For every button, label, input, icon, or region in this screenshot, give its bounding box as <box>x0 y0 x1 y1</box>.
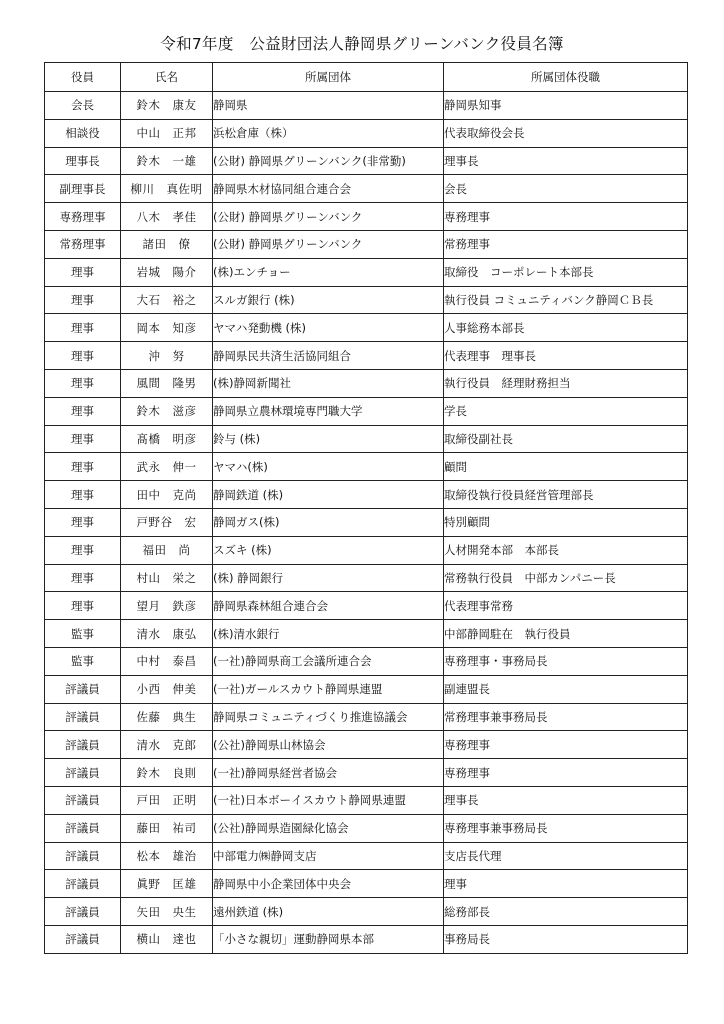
position-cell: 理事長 <box>444 786 688 814</box>
position-cell: 専務理事 <box>444 759 688 787</box>
position-cell: 執行役員 コミュニティバンク静岡ＣＢ長 <box>444 286 688 314</box>
position-cell: 支店長代理 <box>444 842 688 870</box>
name-cell: 清水 康弘 <box>121 620 213 648</box>
table-row <box>45 620 688 648</box>
table-row <box>45 759 688 787</box>
role-cell: 理事 <box>45 369 121 397</box>
header-role: 役員 <box>45 63 121 92</box>
position-cell: 人事総務本部長 <box>444 314 688 342</box>
name-cell: 岡本 知彦 <box>121 314 213 342</box>
position-cell: 副連盟長 <box>444 675 688 703</box>
name-cell: 八木 孝佳 <box>121 203 213 231</box>
name-cell: 戸野谷 宏 <box>121 508 213 536</box>
role-cell: 評議員 <box>45 814 121 842</box>
name-cell: 中村 泰昌 <box>121 647 213 675</box>
position-cell: 代表取締役会長 <box>444 119 688 147</box>
organization-cell: 静岡県木材協同組合連合会 <box>213 175 444 203</box>
table-row <box>45 675 688 703</box>
role-cell: 理事 <box>45 314 121 342</box>
role-cell: 理事 <box>45 342 121 370</box>
name-cell: 佐藤 典生 <box>121 703 213 731</box>
role-cell: 評議員 <box>45 731 121 759</box>
organization-cell: (公財) 静岡県グリーンバンク <box>213 230 444 258</box>
table-row <box>45 814 688 842</box>
table-row <box>45 425 688 453</box>
position-cell: 取締役執行役員経営管理部長 <box>444 481 688 509</box>
table-row <box>45 647 688 675</box>
officer-roster-table <box>44 62 688 954</box>
position-cell: 顧問 <box>444 453 688 481</box>
role-cell: 理事 <box>45 258 121 286</box>
name-cell: 岩城 陽介 <box>121 258 213 286</box>
table-row <box>45 258 688 286</box>
position-cell: 学長 <box>444 397 688 425</box>
table-body <box>45 92 688 954</box>
name-cell: 鈴木 良則 <box>121 759 213 787</box>
name-cell: 諸田 僚 <box>121 230 213 258</box>
organization-cell: スズキ (株) <box>213 536 444 564</box>
position-cell: 会長 <box>444 175 688 203</box>
organization-cell: 静岡県民共済生活協同組合 <box>213 342 444 370</box>
table-row <box>45 342 688 370</box>
role-cell: 監事 <box>45 647 121 675</box>
position-cell: 専務理事 <box>444 203 688 231</box>
position-cell: 理事 <box>444 870 688 898</box>
role-cell: 評議員 <box>45 870 121 898</box>
organization-cell: 静岡県中小企業団体中央会 <box>213 870 444 898</box>
table-row <box>45 369 688 397</box>
table-row <box>45 147 688 175</box>
role-cell: 会長 <box>45 92 121 120</box>
role-cell: 副理事長 <box>45 175 121 203</box>
organization-cell: 中部電力㈱静岡支店 <box>213 842 444 870</box>
name-cell: 田中 克尚 <box>121 481 213 509</box>
organization-cell: (株)エンチョー <box>213 258 444 286</box>
organization-cell: (株)静岡新聞社 <box>213 369 444 397</box>
role-cell: 評議員 <box>45 898 121 926</box>
name-cell: 大石 裕之 <box>121 286 213 314</box>
role-cell: 理事 <box>45 508 121 536</box>
table-row <box>45 592 688 620</box>
role-cell: 理事 <box>45 425 121 453</box>
position-cell: 静岡県知事 <box>444 92 688 120</box>
name-cell: 沖 努 <box>121 342 213 370</box>
name-cell: 柳川 真佐明 <box>121 175 213 203</box>
role-cell: 専務理事 <box>45 203 121 231</box>
role-cell: 常務理事 <box>45 230 121 258</box>
name-cell: 藤田 祐司 <box>121 814 213 842</box>
role-cell: 評議員 <box>45 675 121 703</box>
organization-cell: スルガ銀行 (株) <box>213 286 444 314</box>
header-name: 氏名 <box>121 63 213 92</box>
name-cell: 鈴木 康友 <box>121 92 213 120</box>
table-row <box>45 536 688 564</box>
organization-cell: 遠州鉄道 (株) <box>213 898 444 926</box>
name-cell: 矢田 央生 <box>121 898 213 926</box>
organization-cell: (公社)静岡県山林協会 <box>213 731 444 759</box>
position-cell: 取締役副社長 <box>444 425 688 453</box>
role-cell: 評議員 <box>45 786 121 814</box>
table-row <box>45 703 688 731</box>
position-cell: 総務部長 <box>444 898 688 926</box>
table-row <box>45 870 688 898</box>
position-cell: 専務理事兼事務局長 <box>444 814 688 842</box>
organization-cell: ヤマハ発動機 (株) <box>213 314 444 342</box>
table-row <box>45 175 688 203</box>
position-cell: 代表理事常務 <box>444 592 688 620</box>
organization-cell: 静岡ガス(株) <box>213 508 444 536</box>
name-cell: 小西 伸美 <box>121 675 213 703</box>
organization-cell: 静岡県立農林環境専門職大学 <box>213 397 444 425</box>
name-cell: 眞野 匡雄 <box>121 870 213 898</box>
table-row <box>45 842 688 870</box>
name-cell: 鈴木 滋彦 <box>121 397 213 425</box>
organization-cell: ヤマハ(株) <box>213 453 444 481</box>
position-cell: 事務局長 <box>444 925 688 953</box>
role-cell: 評議員 <box>45 925 121 953</box>
role-cell: 理事 <box>45 397 121 425</box>
header-organization: 所属団体 <box>213 63 444 92</box>
organization-cell: 「小さな親切」運動静岡県本部 <box>213 925 444 953</box>
table-row <box>45 286 688 314</box>
position-cell: 専務理事・事務局長 <box>444 647 688 675</box>
role-cell: 評議員 <box>45 842 121 870</box>
table-row <box>45 92 688 120</box>
table-row <box>45 203 688 231</box>
name-cell: 中山 正邦 <box>121 119 213 147</box>
role-cell: 監事 <box>45 620 121 648</box>
role-cell: 評議員 <box>45 703 121 731</box>
role-cell: 理事 <box>45 592 121 620</box>
table-row <box>45 925 688 953</box>
organization-cell: (公財) 静岡県グリーンバンク(非常勤) <box>213 147 444 175</box>
position-cell: 人材開発本部 本部長 <box>444 536 688 564</box>
organization-cell: (公財) 静岡県グリーンバンク <box>213 203 444 231</box>
name-cell: 武永 伸一 <box>121 453 213 481</box>
table-row <box>45 731 688 759</box>
table-header-row <box>45 63 688 92</box>
name-cell: 松本 雄治 <box>121 842 213 870</box>
name-cell: 髙橋 明彦 <box>121 425 213 453</box>
table-row <box>45 230 688 258</box>
page-title: 令和7年度 公益財団法人静岡県グリーンバンク役員名簿 <box>160 35 564 53</box>
organization-cell: (一社)静岡県経営者協会 <box>213 759 444 787</box>
name-cell: 戸田 正明 <box>121 786 213 814</box>
organization-cell: (公社)静岡県造園緑化協会 <box>213 814 444 842</box>
role-cell: 理事 <box>45 564 121 592</box>
name-cell: 鈴木 一雄 <box>121 147 213 175</box>
organization-cell: 静岡県 <box>213 92 444 120</box>
organization-cell: 鈴与 (株) <box>213 425 444 453</box>
name-cell: 望月 鉄彦 <box>121 592 213 620</box>
name-cell: 村山 栄之 <box>121 564 213 592</box>
header-position: 所属団体役職 <box>444 63 688 92</box>
position-cell: 取締役 コーポレート本部長 <box>444 258 688 286</box>
organization-cell: 静岡県森林組合連合会 <box>213 592 444 620</box>
table-row <box>45 397 688 425</box>
organization-cell: (株) 静岡銀行 <box>213 564 444 592</box>
organization-cell: (一社)静岡県商工会議所連合会 <box>213 647 444 675</box>
position-cell: 常務執行役員 中部カンパニー長 <box>444 564 688 592</box>
organization-cell: (一社)日本ボーイスカウト静岡県連盟 <box>213 786 444 814</box>
position-cell: 中部静岡駐在 執行役員 <box>444 620 688 648</box>
table-row <box>45 119 688 147</box>
organization-cell: 浜松倉庫（株） <box>213 119 444 147</box>
table-row <box>45 314 688 342</box>
table-row <box>45 481 688 509</box>
position-cell: 常務理事兼事務局長 <box>444 703 688 731</box>
name-cell: 清水 克郎 <box>121 731 213 759</box>
table-row <box>45 564 688 592</box>
role-cell: 理事 <box>45 536 121 564</box>
table-row <box>45 453 688 481</box>
role-cell: 理事長 <box>45 147 121 175</box>
position-cell: 専務理事 <box>444 731 688 759</box>
position-cell: 特別顧問 <box>444 508 688 536</box>
organization-cell: 静岡鉄道 (株) <box>213 481 444 509</box>
position-cell: 執行役員 経理財務担当 <box>444 369 688 397</box>
role-cell: 相談役 <box>45 119 121 147</box>
name-cell: 福田 尚 <box>121 536 213 564</box>
role-cell: 理事 <box>45 453 121 481</box>
position-cell: 代表理事 理事長 <box>444 342 688 370</box>
position-cell: 常務理事 <box>444 230 688 258</box>
table-row <box>45 898 688 926</box>
name-cell: 横山 達也 <box>121 925 213 953</box>
organization-cell: (株)清水銀行 <box>213 620 444 648</box>
table-row <box>45 508 688 536</box>
organization-cell: (一社)ガールスカウト静岡県連盟 <box>213 675 444 703</box>
role-cell: 理事 <box>45 481 121 509</box>
table-row <box>45 786 688 814</box>
name-cell: 風間 隆男 <box>121 369 213 397</box>
position-cell: 理事長 <box>444 147 688 175</box>
role-cell: 評議員 <box>45 759 121 787</box>
role-cell: 理事 <box>45 286 121 314</box>
organization-cell: 静岡県コミュニティづくり推進協議会 <box>213 703 444 731</box>
